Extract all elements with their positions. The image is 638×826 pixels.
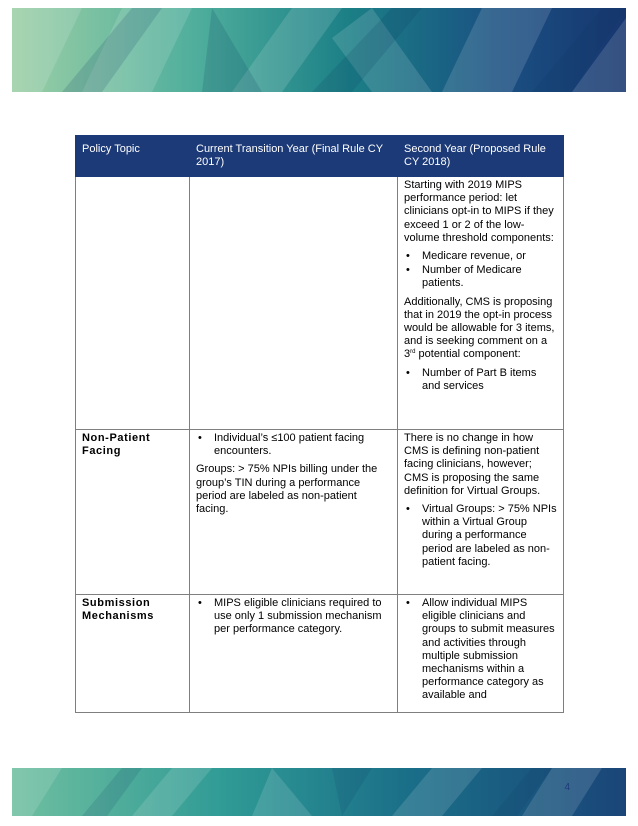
header-current-year: Current Transition Year (Final Rule CY 2017) (190, 136, 398, 177)
table-row (76, 177, 564, 430)
list-item: • Allow individual MIPS eligible clinicians and groups to submit measures and activities through multiple submission mechanisms within a performance category as available and (404, 597, 557, 703)
ordinal-suffix: rd (410, 349, 416, 356)
list-item: • Medicare revenue, or (404, 250, 557, 263)
topic-non-patient-facing: Non-Patient Facing (76, 430, 190, 595)
second-year-cell (398, 177, 564, 430)
footer-banner (12, 768, 626, 816)
header-second-year: Second Year (Proposed Rule CY 2018) (398, 136, 564, 177)
second-non-patient-cell (398, 430, 564, 595)
virtual-groups-list (404, 503, 557, 569)
policy-table (75, 135, 564, 713)
current-submission-cell (190, 595, 398, 713)
current-non-patient-cell (190, 430, 398, 595)
current-cell-empty (190, 177, 398, 430)
list-item: • Virtual Groups: > 75% NPIs within a Virtual Group during a performance period are labeled as non-patient facing. (404, 503, 557, 569)
header-banner (12, 8, 626, 92)
additional-text (404, 296, 557, 362)
additional-text-start: Additionally, CMS is proposing that in 2019 the opt-in process would be allowable for 3 items, and is seeking comment on a 3 (404, 295, 555, 361)
no-change-text: There is no change in how CMS is defining non-patient facing clinicians, however; CMS is proposing the same definition for Virtual Groups. (404, 432, 541, 497)
table-header-row (76, 136, 564, 177)
footer-banner-graphic (12, 768, 626, 816)
current-non-patient-list (196, 432, 391, 458)
table-row (76, 430, 564, 595)
table-row (76, 595, 564, 713)
component-list (404, 367, 557, 393)
current-submission-list (196, 597, 391, 637)
topic-cell-empty (76, 177, 190, 430)
second-submission-list (404, 597, 557, 703)
list-item: • Individual’s ≤100 patient facing encounters. (196, 432, 391, 458)
topic-submission-mechanisms: Submission Mechanisms (76, 595, 190, 713)
opt-in-intro: Starting with 2019 MIPS performance period: let clinicians opt-in to MIPS if they exceed 1 or 2 of the low-volume threshold components: (404, 179, 554, 244)
second-submission-cell (398, 595, 564, 713)
header-banner-graphic (12, 8, 626, 92)
list-item: • Number of Medicare patients. (404, 264, 557, 290)
additional-text-end: potential component: (415, 348, 521, 361)
list-item: • Number of Part B items and services (404, 367, 557, 393)
threshold-list (404, 250, 557, 291)
page-number: 4 (564, 782, 570, 793)
list-item: • MIPS eligible clinicians required to use only 1 submission mechanism per performance category. (196, 597, 391, 637)
groups-definition: Groups: > 75% NPIs billing under the group’s TIN during a performance period are labeled as non-patient facing. (196, 463, 378, 516)
header-policy-topic: Policy Topic (76, 136, 190, 177)
